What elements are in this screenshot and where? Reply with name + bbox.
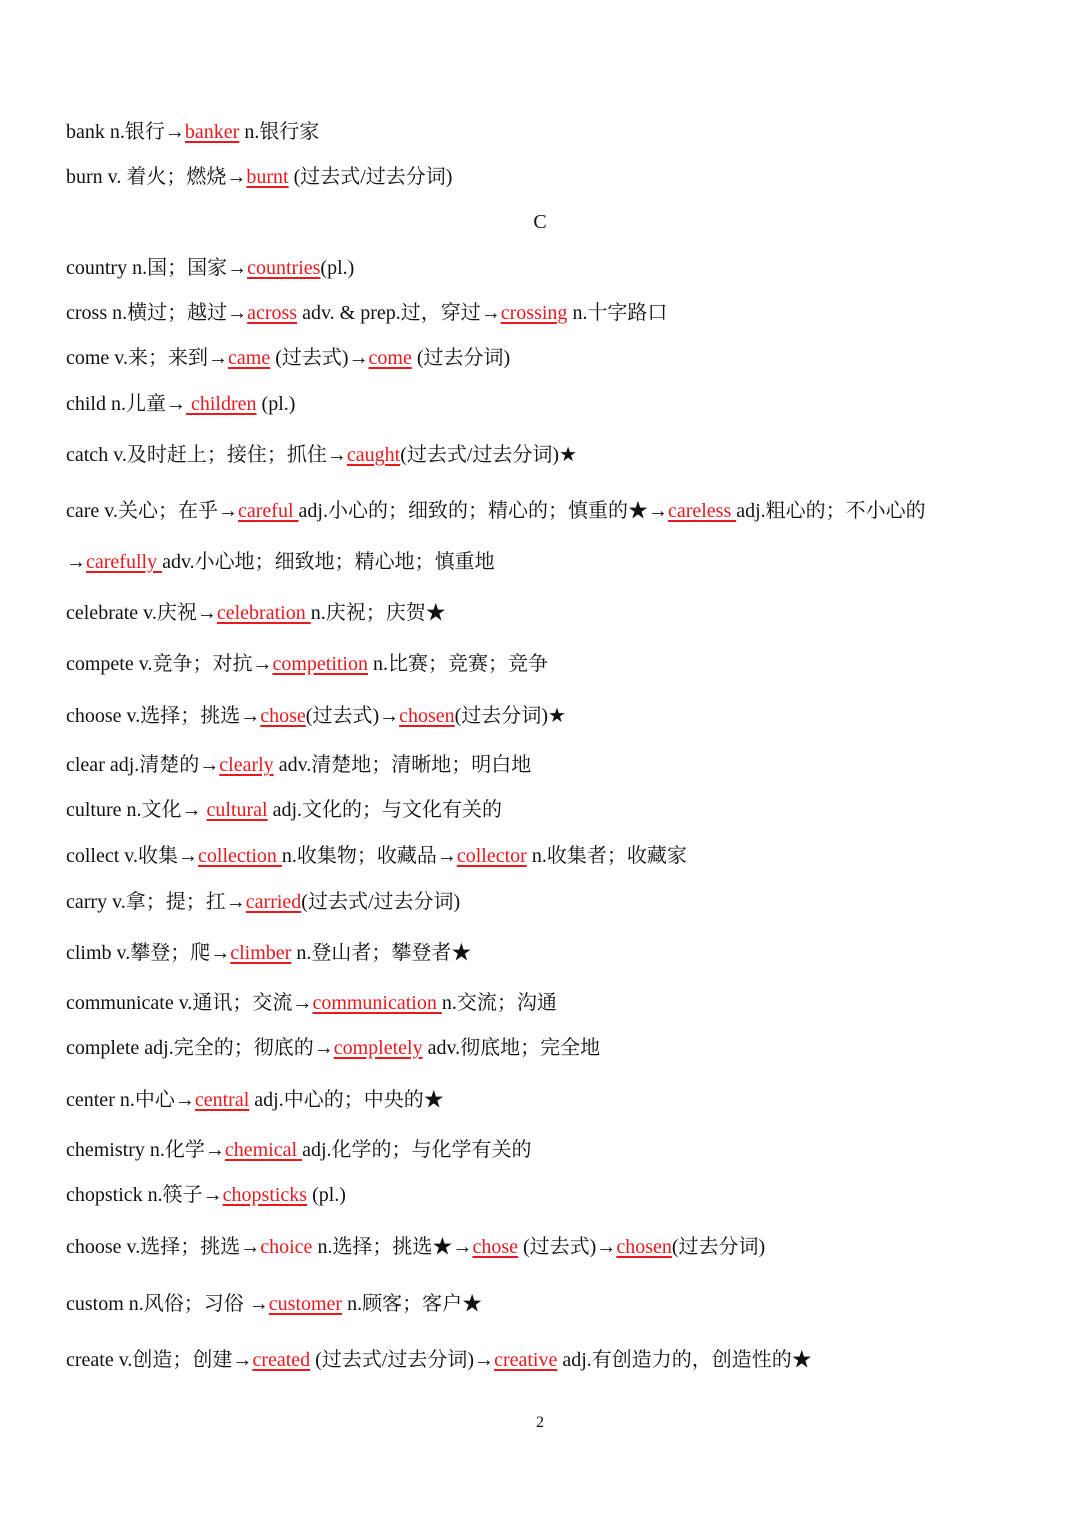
entry-text: country n.国；国家→ <box>66 257 248 279</box>
derived-word: caught <box>346 444 401 466</box>
derived-word: children <box>186 393 257 415</box>
derived-word: created <box>252 1349 311 1371</box>
entry-text: adv.小心地；细致地；精心地；慎重地 <box>162 551 495 573</box>
derived-word: completely <box>333 1037 423 1059</box>
entry-line <box>66 254 354 282</box>
entry-line <box>66 344 510 372</box>
entry-line <box>66 390 295 418</box>
entry-text: chopstick n.筷子→ <box>66 1184 223 1206</box>
entry-text: choose v.选择；挑选→ <box>66 705 261 727</box>
entry-line <box>66 1034 600 1062</box>
entry-text: create v.创造；创建→ <box>66 1349 253 1371</box>
entry-text: carry v.拿；提；扛→ <box>66 891 246 913</box>
entry-text: climb v.攀登；爬→ <box>66 942 231 964</box>
entry-text: (过去式)→ <box>270 347 369 369</box>
derived-word: central <box>194 1089 250 1111</box>
derived-word: choice <box>260 1236 313 1258</box>
derived-word: came <box>228 347 271 369</box>
entry-text: compete v.竞争；对抗→ <box>66 653 273 675</box>
derived-word: careful <box>238 500 299 522</box>
entry-text: (过去分词) <box>671 1236 766 1258</box>
derived-word: careless <box>667 500 737 522</box>
entry-text: burn v. 着火；燃烧→ <box>66 166 247 188</box>
entry-line <box>66 163 452 191</box>
derived-word: crossing <box>500 302 568 324</box>
entry-text: (pl.) <box>320 257 355 279</box>
entry-text: (pl.) <box>307 1184 346 1206</box>
derived-word: come <box>368 347 412 369</box>
entry-text: n.登山者；攀登者★ <box>291 942 472 964</box>
entry-text: n.庆祝；庆贺★ <box>310 602 446 624</box>
entry-text: cross n.横过；越过→ <box>66 302 248 324</box>
derived-word: competition <box>272 653 368 675</box>
entry-text: collect v.收集→ <box>66 845 199 867</box>
entry-line <box>66 497 926 525</box>
derived-word: celebration <box>216 602 311 624</box>
entry-text: adv.彻底地；完全地 <box>422 1037 601 1059</box>
entry-text: adj.有创造力的，创造性的★ <box>557 1349 812 1371</box>
entry-text: child n.儿童→ <box>66 393 186 415</box>
entry-text: complete adj.完全的；彻底的→ <box>66 1037 334 1059</box>
derived-word: carried <box>245 891 302 913</box>
entry-line <box>66 751 531 779</box>
entry-line <box>66 888 460 916</box>
entry-line <box>66 599 446 627</box>
entry-text: (过去式)→ <box>305 705 400 727</box>
entry-text: (过去分词)★ <box>454 705 566 727</box>
entry-line <box>66 548 495 576</box>
entry-text: (pl.) <box>256 393 296 415</box>
entry-text: → <box>66 551 86 573</box>
entry-text: (过去式/过去分词) <box>288 166 453 188</box>
entry-text: n.收集物；收藏品→ <box>281 845 457 867</box>
entry-line <box>66 989 557 1017</box>
entry-text: chemistry n.化学→ <box>66 1139 225 1161</box>
entry-text: adv.清楚地；清晰地；明白地 <box>273 754 532 776</box>
derived-word: customer <box>268 1293 343 1315</box>
derived-word: clearly <box>219 754 274 776</box>
entry-text: n.比赛；竞赛；竞争 <box>368 653 548 675</box>
derived-word: collector <box>456 845 527 867</box>
entry-line <box>66 1136 532 1164</box>
derived-word: chose <box>472 1236 518 1258</box>
entry-text: clear adj.清楚的→ <box>66 754 220 776</box>
entry-line <box>66 441 577 469</box>
entry-text: (过去式/过去分词)★ <box>400 444 578 466</box>
entry-text: adj.小心的；细致的；精心的；慎重的★→ <box>298 500 668 522</box>
derived-word: collection <box>198 845 282 867</box>
entry-text: n.顾客；客户★ <box>342 1293 483 1315</box>
entry-text: adj.文化的；与文化有关的 <box>267 799 503 821</box>
entry-text: celebrate v.庆祝→ <box>66 602 217 624</box>
entry-text: n.交流；沟通 <box>441 992 557 1014</box>
entry-text: (过去分词) <box>411 347 511 369</box>
entry-line <box>66 1181 346 1209</box>
entry-text: bank n.银行→ <box>66 121 185 143</box>
entry-line <box>66 118 319 146</box>
entry-line <box>66 650 548 678</box>
entry-text: adj.粗心的；不小心的 <box>736 500 926 522</box>
derived-word: climber <box>230 942 292 964</box>
entry-text: n.收集者；收藏家 <box>526 845 687 867</box>
entry-text: catch v.及时赶上；接住；抓住→ <box>66 444 347 466</box>
entry-line <box>66 299 667 327</box>
entry-text: choose v.选择；挑选→ <box>66 1236 261 1258</box>
entry-line <box>66 1233 765 1261</box>
entry-text: adj.中心的；中央的★ <box>249 1089 444 1111</box>
derived-word: chopsticks <box>222 1184 308 1206</box>
derived-word: chosen <box>616 1236 672 1258</box>
entry-text: adj.化学的；与化学有关的 <box>302 1139 532 1161</box>
entry-text: come v.来；来到→ <box>66 347 229 369</box>
entry-text: care v.关心；在乎→ <box>66 500 238 522</box>
derived-word: countries <box>247 257 321 279</box>
section-letter: C <box>533 211 547 233</box>
entry-line <box>66 702 566 730</box>
derived-word: creative <box>494 1349 558 1371</box>
entry-text: adv. & prep.过，穿过→ <box>297 302 501 324</box>
entry-line <box>66 1086 444 1114</box>
derived-word: chose <box>260 705 306 727</box>
derived-word: chemical <box>224 1139 303 1161</box>
entry-line <box>66 842 687 870</box>
derived-word: communication <box>312 992 442 1014</box>
entry-line <box>66 796 502 824</box>
page-number: 2 <box>536 1414 544 1431</box>
entry-text: (过去式/过去分词)→ <box>310 1349 495 1371</box>
derived-word: across <box>247 302 298 324</box>
derived-word: banker <box>184 121 240 143</box>
entry-text: n.选择；挑选★→ <box>312 1236 473 1258</box>
derived-word: burnt <box>246 166 289 188</box>
entry-line <box>66 939 471 967</box>
derived-word: cultural <box>206 799 268 821</box>
entry-line <box>66 1346 812 1374</box>
entry-text: (过去式)→ <box>517 1236 617 1258</box>
entry-text: n.十字路口 <box>567 302 668 324</box>
entry-text: (过去式/过去分词) <box>301 891 461 913</box>
entry-text: n.银行家 <box>239 121 320 143</box>
entry-line <box>66 1290 482 1318</box>
entry-text: communicate v.通讯；交流→ <box>66 992 313 1014</box>
entry-text: center n.中心→ <box>66 1089 195 1111</box>
entry-text: custom n.风俗；习俗 → <box>66 1293 269 1315</box>
derived-word: carefully <box>86 551 163 573</box>
derived-word: chosen <box>399 705 455 727</box>
entry-text: culture n.文化→ <box>66 799 207 821</box>
